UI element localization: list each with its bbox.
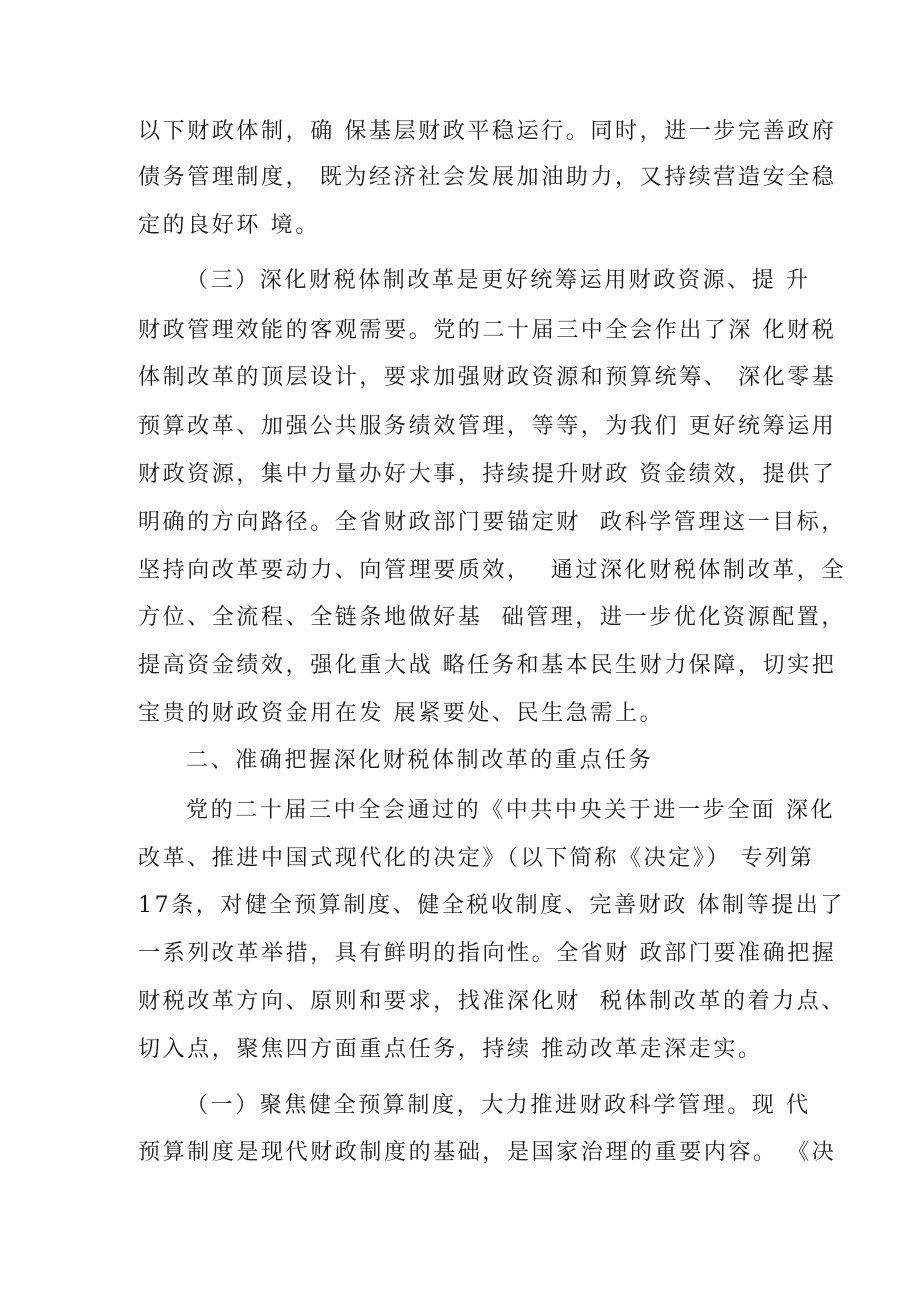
text-line: 体制改革的顶层设计，要求加强财政资源和预算统筹、 深化零基 bbox=[138, 365, 837, 390]
text-line: 一系列改革举措，具有鲜明的指向性。全省财 政部门要准确把握 bbox=[138, 941, 837, 966]
text-line: 债务管理制度， 既为经济社会发展加油助力，又持续营造安全稳 bbox=[138, 165, 837, 190]
text-line: 宝贵的财政资金用在发 展紧要处、民生急需上。 bbox=[138, 701, 665, 726]
text-line: 定的良好环 境。 bbox=[138, 213, 320, 238]
text-line: 方位、全流程、全链条地做好基 础管理，进一步优化资源配置， bbox=[138, 605, 846, 630]
text-line: 17条，对健全预算制度、健全税收制度、完善财政 体制等提出了 bbox=[138, 893, 845, 918]
text-line: 党的二十届三中全会通过的《中共中央关于进一步全面 深化 bbox=[186, 798, 836, 823]
text-line: 改革、推进中国式现代化的决定》（以下简称《决定》） 专列第 bbox=[138, 846, 815, 871]
text-line: 财政管理效能的客观需要。党的二十届三中全会作出了深 化财税 bbox=[138, 318, 837, 343]
section-heading-line: （三）深化财税体制改革是更好统筹运用财政资源、提 升 bbox=[186, 268, 811, 293]
text-line: 切入点，聚焦四方面重点任务，持续 推动改革走深走实。 bbox=[138, 1037, 763, 1062]
text-line: 明确的方向路径。全省财政部门要锚定财 政科学管理这一目标， bbox=[138, 510, 846, 535]
text-line: 财税改革方向、原则和要求，找准深化财 税体制改革的着力点、 bbox=[138, 989, 846, 1014]
text-line: 预算改革、加强公共服务绩效管理，等等，为我们 更好统筹运用 bbox=[138, 414, 837, 439]
text-line: 提高资金绩效，强化重大战 略任务和基本民生财力保障，切实把 bbox=[138, 653, 837, 678]
text-line: 坚持向改革要动力、向管理要质效， 通过深化财税体制改革，全 bbox=[138, 558, 846, 583]
text-line: 预算制度是现代财政制度的基础，是国家治理的重要内容。 《决 bbox=[138, 1140, 837, 1165]
text-line: 财政资源，集中力量办好大事，持续提升财政 资金绩效，提供了 bbox=[138, 462, 837, 487]
section-heading-line: （一）聚焦健全预算制度，大力推进财政科学管理。现 代 bbox=[186, 1093, 811, 1118]
text-line: 以下财政体制，确 保基层财政平稳运行。同时，进一步完善政府 bbox=[138, 119, 837, 144]
section-heading: 二、准确把握深化财税体制改革的重点任务 bbox=[186, 748, 654, 773]
